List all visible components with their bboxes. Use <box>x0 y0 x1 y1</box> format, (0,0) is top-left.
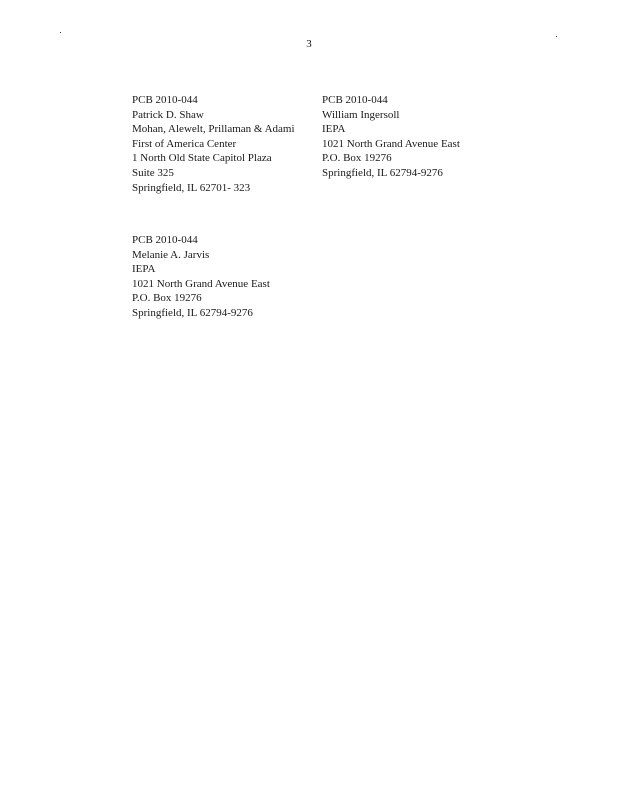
scan-speck-left <box>60 32 61 33</box>
agency-name: IEPA <box>132 263 156 276</box>
service-address-melanie-jarvis <box>132 233 270 321</box>
agency-name: IEPA <box>322 123 346 136</box>
street-address: 1021 North Grand Avenue East <box>322 137 460 150</box>
street-address: 1021 North Grand Avenue East <box>132 277 270 290</box>
recipient-name: Melanie A. Jarvis <box>132 248 210 261</box>
case-number: PCB 2010-044 <box>132 94 198 106</box>
po-box: P.O. Box 19276 <box>132 292 202 305</box>
po-box: P.O. Box 19276 <box>322 152 392 165</box>
page-number: 3 <box>306 38 312 50</box>
city-state-zip: Springfield, IL 62794-9276 <box>322 166 443 179</box>
building-name: First of America Center <box>132 137 237 150</box>
suite: Suite 325 <box>132 166 174 179</box>
firm-name: Mohan, Alewelt, Prillaman & Adami <box>132 123 295 136</box>
recipient-name: William Ingersoll <box>322 108 400 121</box>
city-state-zip: Springfield, IL 62794-9276 <box>132 306 253 319</box>
scan-speck-right <box>556 36 557 37</box>
recipient-name: Patrick D. Shaw <box>132 108 204 121</box>
city-state-zip: Springfield, IL 62701- 323 <box>132 181 251 194</box>
service-address-william-ingersoll <box>322 93 460 181</box>
case-number: PCB 2010-044 <box>322 94 388 106</box>
case-number: PCB 2010-044 <box>132 234 198 246</box>
service-address-patrick-shaw <box>132 93 295 195</box>
street-address: 1 North Old State Capitol Plaza <box>132 152 272 165</box>
